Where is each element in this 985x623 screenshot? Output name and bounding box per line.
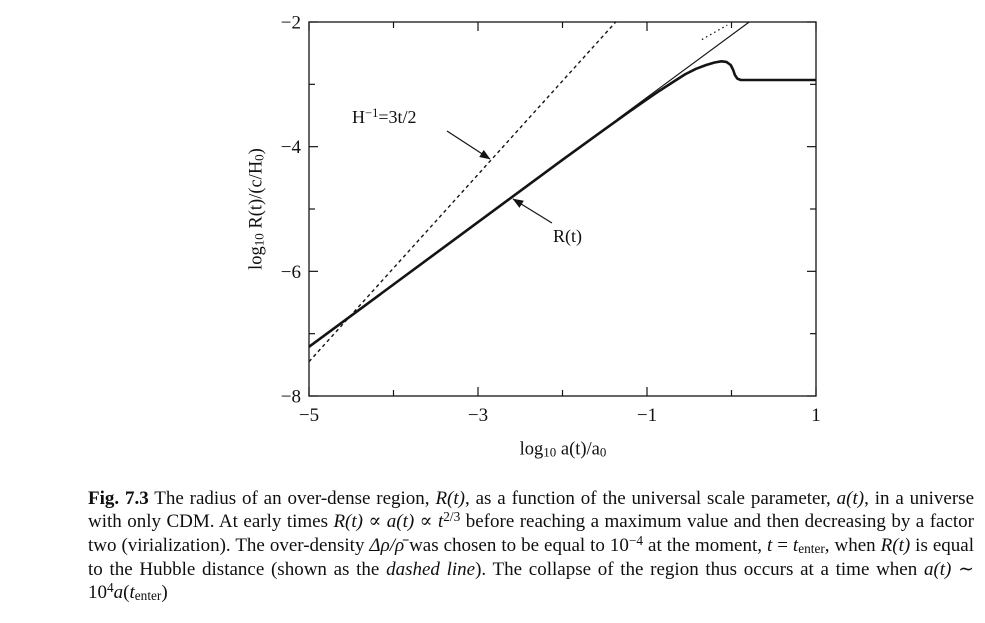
text-segment: ∼	[951, 559, 974, 580]
text-segment: 0	[599, 444, 607, 460]
text-segment: R(t)/(c/H	[246, 160, 267, 234]
text-segment: 2/3	[443, 509, 461, 525]
text-segment: H	[352, 107, 365, 127]
series-dashed-line	[309, 22, 616, 362]
text-segment: ). The collapse of the region thus occurs at a time when	[475, 559, 924, 580]
text-segment: before reaching a maximum value and then decreasing by a factor two (virialization). The over-density	[88, 511, 975, 556]
text-segment: a(t)	[923, 559, 952, 580]
text-segment: 10	[251, 233, 267, 247]
text-segment: enter	[134, 588, 162, 604]
text-segment: log	[519, 439, 544, 460]
x-tick-label: 1	[811, 405, 821, 426]
text-segment: 10	[609, 535, 629, 556]
text-segment: −4	[628, 533, 644, 549]
text-segment: −1	[365, 106, 379, 121]
text-segment: log	[246, 246, 267, 270]
series-thick-line	[309, 61, 816, 347]
x-axis-label	[520, 440, 607, 461]
text-segment: =	[772, 535, 793, 556]
text-segment: 0	[251, 154, 267, 161]
text-segment: a(t)	[836, 488, 865, 509]
y-tick-label: −8	[280, 386, 301, 408]
text-segment: a(t)	[386, 511, 415, 532]
text-segment: at the moment,	[643, 535, 767, 556]
text-segment: Fig. 7.3	[88, 488, 149, 509]
text-segment: , in a universe with only CDM. At early times	[88, 488, 975, 532]
x-tick-label: −3	[467, 405, 489, 426]
plot-border	[309, 22, 816, 396]
text-segment: 10	[88, 582, 107, 603]
x-tick-label: −1	[636, 405, 658, 426]
text-segment: dashed line	[386, 559, 476, 580]
series-dotted-line	[702, 25, 727, 39]
text-segment: R(t)	[333, 511, 363, 532]
text-segment: is equal to the Hubble distance (shown as the	[88, 535, 974, 580]
figure-caption	[88, 487, 974, 605]
text-segment: t	[792, 535, 799, 556]
y-tick-label: −2	[280, 12, 301, 34]
y-tick-label: −4	[280, 137, 301, 159]
text-segment: t	[129, 582, 135, 603]
series-thin-line	[617, 22, 749, 119]
text-segment: a	[113, 582, 124, 603]
text-segment: 4	[107, 580, 114, 596]
text-segment: t	[766, 535, 773, 556]
text-segment: was chosen to be equal to	[404, 535, 610, 556]
text-segment: ∝	[414, 511, 438, 532]
text-segment: t	[438, 511, 444, 532]
text-segment: a(t)/a	[556, 439, 600, 460]
text-segment: R(t)	[435, 488, 465, 509]
rt-curve-annotation-label	[553, 226, 582, 247]
annotation-arrow	[513, 199, 552, 223]
x-tick-label: −5	[298, 405, 320, 426]
text-segment: The radius of an over-dense region,	[148, 488, 436, 509]
text-segment: , when	[824, 535, 881, 556]
text-segment: )	[246, 148, 267, 155]
text-segment: =3t/2	[378, 107, 417, 127]
text-segment: R(t)	[553, 226, 582, 246]
text-segment: )	[161, 582, 168, 603]
text-segment: Δρ/ρ̄	[369, 535, 405, 556]
text-segment: R(t)	[880, 535, 911, 556]
text-segment: enter	[798, 541, 825, 557]
y-tick-label: −6	[280, 261, 301, 283]
text-segment: (	[123, 582, 130, 603]
annotation-arrow	[447, 131, 490, 159]
hubble-line-annotation-label	[352, 107, 417, 128]
text-segment: ∝	[363, 511, 387, 532]
text-segment: 10	[543, 444, 557, 460]
y-axis-label	[247, 148, 268, 270]
text-segment: , as a function of the universal scale parameter,	[464, 488, 837, 509]
